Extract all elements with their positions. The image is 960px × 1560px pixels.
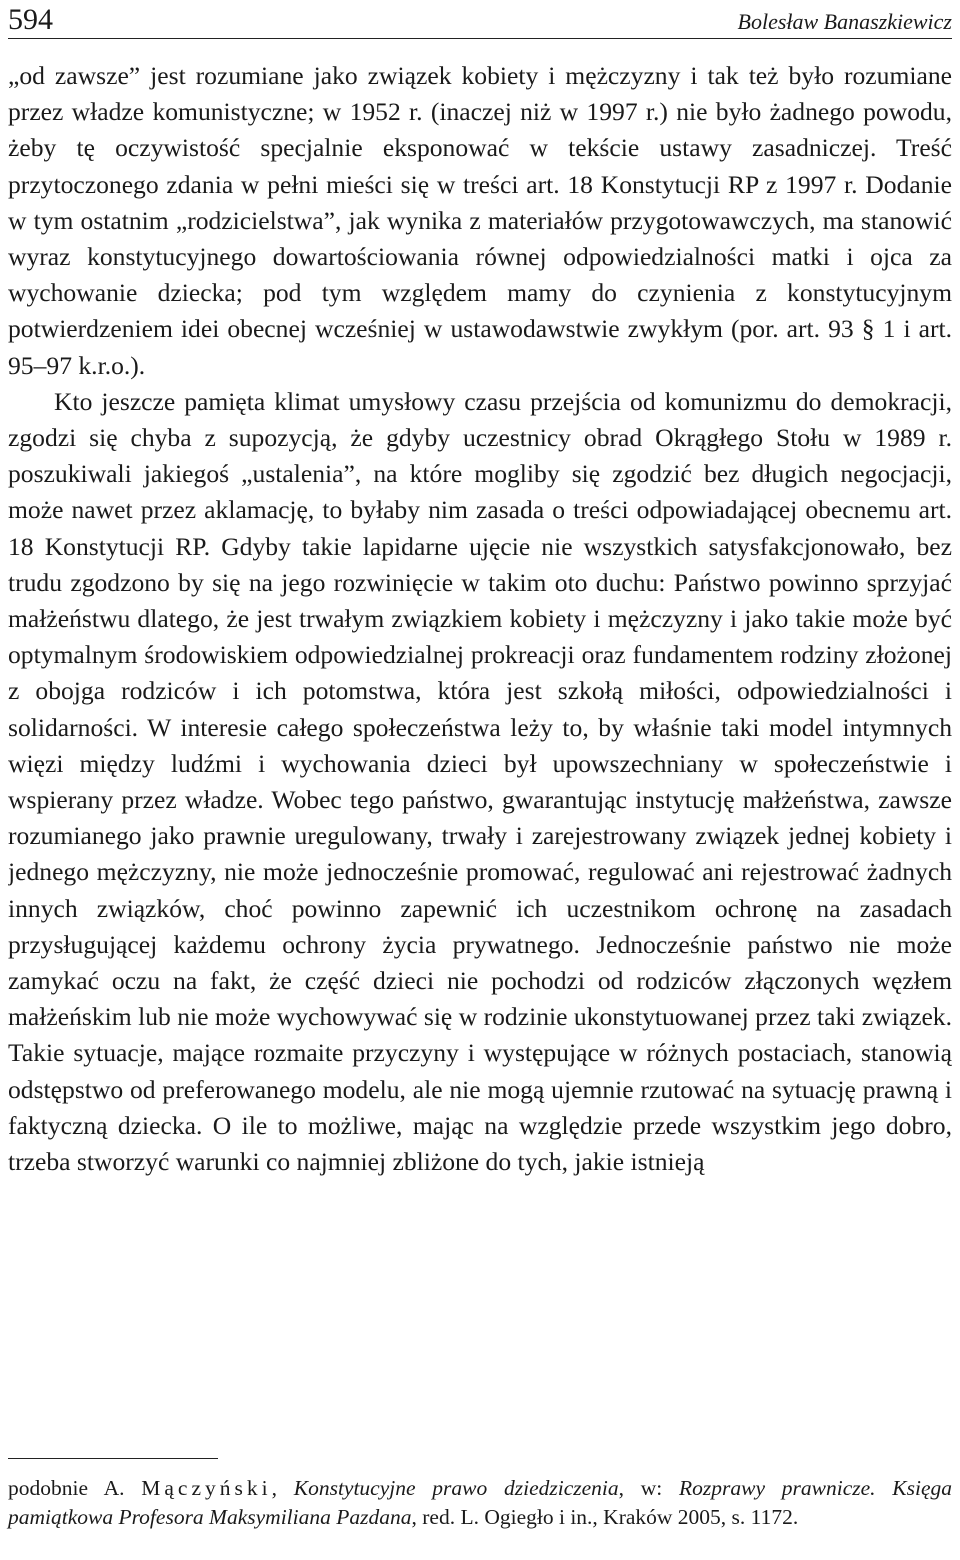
running-head-author: Bolesław Banaszkiewicz bbox=[737, 9, 952, 34]
footnote-title: Konstytucyjne prawo dziedziczenia bbox=[293, 1476, 619, 1500]
footnote-author: Mączyński bbox=[141, 1476, 272, 1500]
footnote-separator: , w: bbox=[618, 1476, 680, 1500]
page-number: 594 bbox=[8, 3, 53, 36]
main-text bbox=[8, 58, 952, 1418]
page-header bbox=[8, 2, 952, 39]
paragraph-1: „od zawsze” jest rozumiane jako związek kobiety i mężczyzny i tak też było rozumiane przez władze komunistyczne; w 1952 r. (inaczej niż w 1997 r.) nie było żadnego powodu, żeby tę oczywistość specjalnie eksponować w tekście ustawy zasadniczej. Treść przytoczonego zdania w pełni mieści się w treści art. 18 Konstytucji RP z 1997 r. Dodanie w tym ostatnim „rodzicielstwa”, jak wynika z materiałów przygotowawczych, ma stanowić wyraz konstytucyjnego dowartościowania równej odpowiedzialności matki i ojca za wychowanie dziecka; pod tym względem mamy do czynienia z konstytucyjnym potwierdzeniem idei obecnej wcześniej w ustawodawstwie zwykłym (por. art. 93 § 1 i art. 95–97 k.r.o.). bbox=[8, 61, 952, 380]
footnote-book: Rozprawy prawnicze. Księga pamiątkowa Profesora Maksymiliana Pazdana bbox=[8, 1476, 953, 1529]
footnote-separator: , bbox=[271, 1476, 294, 1500]
paragraph-2: Kto jeszcze pamięta klimat umysłowy czasu przejścia od komunizmu do demokracji, zgodzi się chyba z supozycją, że gdyby uczestnicy obrad Okrągłego Stołu w 1989 r. poszukiwali jakiegoś „ustalenia”, na które mogliby się zgodzić bez długich negocjacji, może nawet przez aklamację, to byłaby nim zasada o treści odpowiadającej obecnemu art. 18 Konstytucji RP. Gdyby takie lapidarne ujęcie nie wszystkich satysfakcjonowało, bez trudu zgodzono by się na jego rozwinięcie w takim oto duchu: Państwo powinno sprzyjać małżeństwu dlatego, że jest trwałym związkiem kobiety i mężczyzny i jako takie może być optymalnym środowiskiem odpowiedzialnej prokreacji oraz fundamentem rodziny złożonej z obojga rodziców i ich potomstwa, która jest szkołą miłości, odpowiedzialności i solidarności. W interesie całego społeczeństwa leży to, by właśnie taki model intymnych więzi między ludźmi i wychowania dzieci był upowszechniany w społeczeństwie i wspierany przez władze. Wobec tego państwo, gwarantując instytucję małżeństwa, zawsze rozumianego jako prawnie uregulowany, trwały i zarejestrowany związek jednej kobiety i jednego mężczyzny, nie może jednocześnie promować, regulować ani rejestrować żadnych innych związków, choć powinno zapewnić ich uczestnikom ochronę na zasadach przysługującej każdemu ochrony życia prywatnego. Jednocześnie państwo nie może zamykać oczu na fakt, że część dzieci nie pochodzi od rodziców złączonych węzłem małżeńskim lub nie może wychowywać się w rodzinie ukonstytuowanej przez taki związek. Takie sytuacje, mające rozmaite przyczyny i występujące w różnych postaciach, stanowią odstępstwo od preferowanego modelu, ale nie mogą ujemnie rzutować na sytuację prawną i faktyczną dziecka. O ile to możliwe, mając na względzie przede wszystkim jego dobro, trzeba stworzyć warunki co najmniej zbliżone do tych, jakie istnieją bbox=[8, 386, 952, 1177]
footnote-divider bbox=[8, 1458, 218, 1459]
document-page bbox=[8, 0, 952, 1560]
footnote-rest: , red. L. Ogiegło i in., Kraków 2005, s. 1172. bbox=[411, 1505, 799, 1529]
footnote-prefix: podobnie A. bbox=[8, 1476, 142, 1500]
footnote bbox=[8, 1474, 952, 1532]
